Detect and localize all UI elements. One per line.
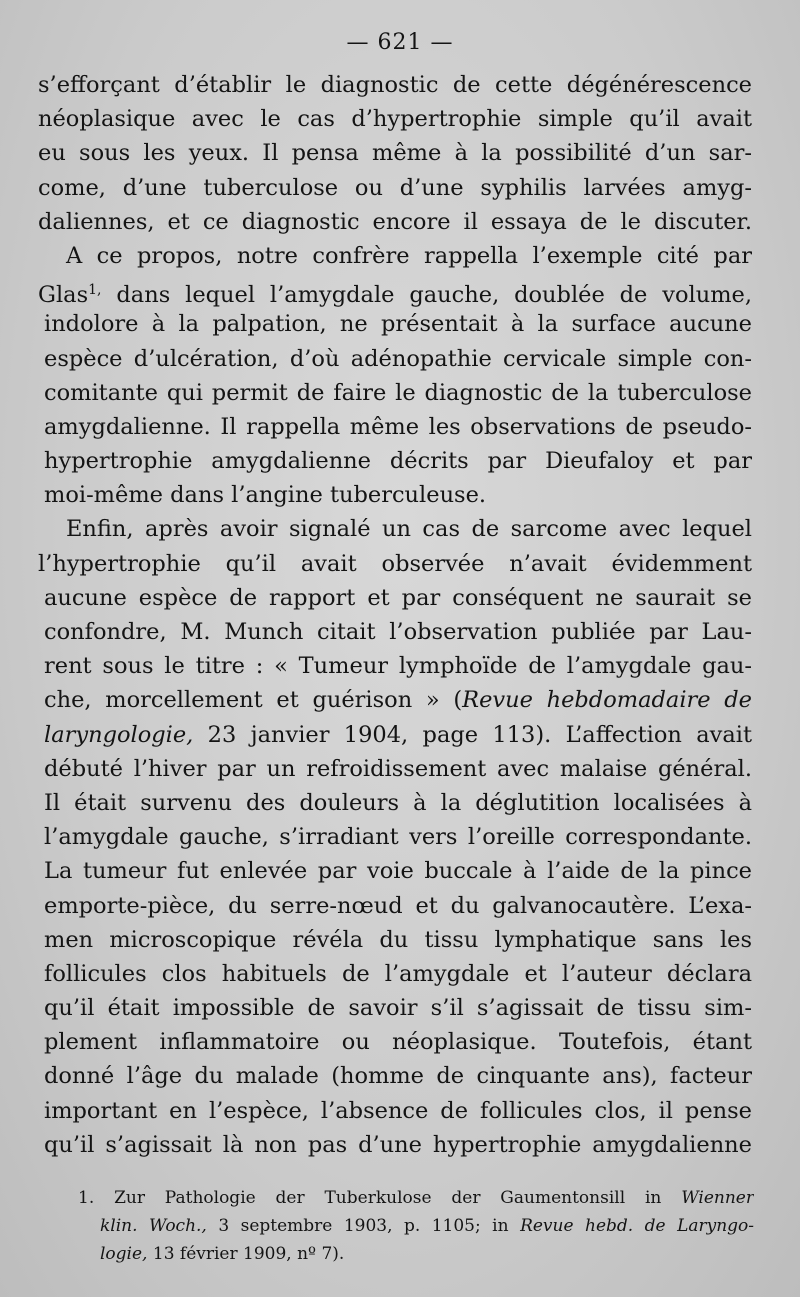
journal-title: klin. Woch.,: [100, 1216, 207, 1236]
text-line: l’amygdale gauche, s’irradiant vers l’oreille correspondante.: [44, 824, 752, 851]
footnote-line: [78, 1184, 754, 1212]
text-line: qu’il était impossible de savoir s’il s’agissait de tissu sim-: [44, 995, 752, 1022]
text-line: emporte-pièce, du serre-nœud et du galvanocautère. L’exa-: [44, 892, 752, 919]
text-line: indolore à la palpation, ne présentait à la surface aucune: [44, 311, 752, 338]
text-fragment: 1. Zur Pathologie der Tuberkulose der Gaumentonsill in: [78, 1188, 662, 1208]
footnote: [78, 1184, 754, 1268]
text-line: comitante qui permit de faire le diagnostic de la tuberculose: [44, 379, 752, 406]
footnote-ref: 1,: [88, 282, 102, 299]
text-fragment: 13 février 1909, nº 7).: [152, 1244, 345, 1264]
text-line: espèce d’ulcération, d’où adénopathie cervicale simple con-: [44, 345, 752, 372]
text-line: A ce propos, notre confrère rappella l’exemple cité par: [66, 242, 752, 269]
text-line: amygdalienne. Il rappella même les observations de pseudo-: [44, 413, 752, 440]
text-line: débuté l’hiver par un refroidissement avec malaise général.: [44, 755, 752, 782]
text-line: daliennes, et ce diagnostic encore il essaya de le discuter.: [38, 208, 752, 235]
footnote-line: [78, 1212, 754, 1240]
body-text: [38, 68, 752, 1162]
text-line: qu’il s’agissait là non pas d’une hypertrophie amygdalienne: [44, 1131, 752, 1158]
text-line: [38, 718, 752, 752]
text-line: follicules clos habituels de l’amygdale et l’auteur déclara: [44, 960, 752, 987]
text-fragment: che, morcellement et guérison » (: [44, 687, 463, 714]
text-fragment: 23 janvier 1904, page 113). L’affection avait: [207, 721, 752, 748]
journal-title: laryngologie,: [44, 721, 194, 748]
text-line: eu sous les yeux. Il pensa même à la possibilité d’un sar-: [38, 140, 752, 167]
text-line: hypertrophie amygdalienne décrits par Dieufaloy et par: [44, 448, 752, 475]
text-line: s’efforçant d’établir le diagnostic de cette dégénérescence: [38, 72, 752, 98]
journal-title: Wienner: [681, 1188, 754, 1208]
text-line: La tumeur fut enlevée par voie buccale à l’aide de la pince: [44, 858, 752, 885]
journal-title: Revue hebdomadaire de: [462, 687, 752, 714]
text-line: Il était survenu des douleurs à la déglutition localisées à: [44, 789, 752, 816]
text-line: l’hypertrophie qu’il avait observée n’avait évidemment: [38, 550, 752, 577]
text-line: donné l’âge du malade (homme de cinquante ans), facteur: [44, 1063, 752, 1090]
footnote-line: [78, 1240, 754, 1268]
text-line: come, d’une tuberculose ou d’une syphilis larvées amyg-: [38, 174, 752, 201]
page-number: — 621 —: [346, 30, 454, 55]
journal-title: Revue hebd. de Laryngo-: [520, 1216, 754, 1236]
text-line: moi-même dans l’angine tuberculeuse.: [44, 482, 487, 509]
text-line: rent sous le titre : « Tumeur lymphoïde de l’amygdale gau-: [44, 653, 752, 680]
author-name: Glas: [38, 282, 89, 308]
text-line: confondre, M. Munch citait l’observation publiée par Lau-: [44, 619, 752, 645]
text-fragment: 3 septembre 1903, p. 1105; in: [218, 1216, 509, 1236]
text-line: important en l’espèce, l’absence de follicules clos, il pense: [44, 1097, 752, 1124]
text-line: Enfin, après avoir signalé un cas de sarcome avec lequel: [66, 516, 752, 543]
text-line: néoplasique avec le cas d’hypertrophie simple qu’il avait: [38, 106, 752, 133]
text-fragment: dans lequel l’amygdale gauche, doublée de volume,: [116, 282, 752, 308]
text-line: plement inflammatoire ou néoplasique. Toutefois, étant: [44, 1029, 752, 1056]
text-line: [38, 683, 752, 717]
text-line: [38, 273, 752, 307]
journal-title: logie,: [100, 1244, 148, 1264]
text-line: aucune espèce de rapport et par conséquent ne saurait se: [44, 584, 752, 611]
text-line: men microscopique révéla du tissu lymphatique sans les: [44, 926, 752, 953]
